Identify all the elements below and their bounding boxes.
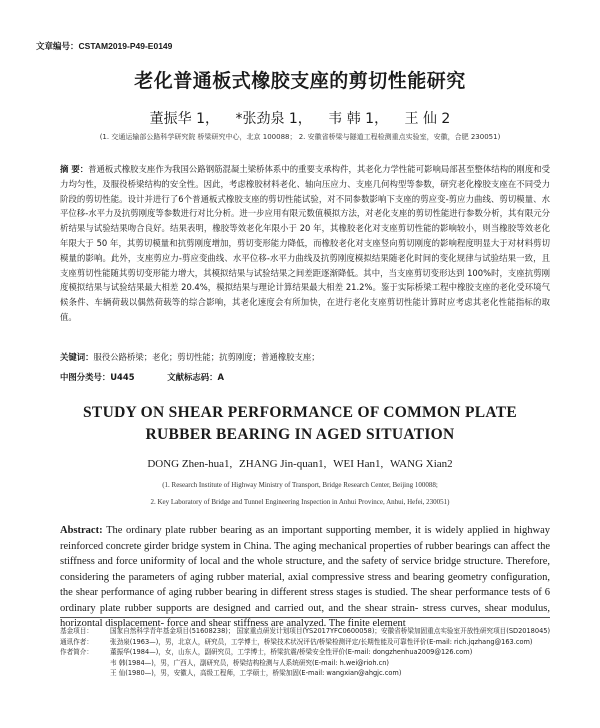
footnote-label: 作者简介： xyxy=(60,648,93,656)
author-en-3: WEI Han1, xyxy=(333,458,384,470)
author-en-2: ZHANG Jin-quan1, xyxy=(239,458,327,470)
chinese-abstract-label: 摘 要： xyxy=(60,164,89,174)
footnote-label: 通讯作者： xyxy=(60,637,93,646)
chinese-classification xyxy=(60,371,550,383)
footnote-label xyxy=(60,668,110,679)
chinese-keywords-label: 关键词： xyxy=(60,352,94,362)
footnote-text: 董振华(1984—)，女，山东人，副研究员，工学博士，桥梁抗震/桥梁安全性评价(E-mail: dongzhenhua2009@126.com) xyxy=(110,648,473,656)
chinese-keywords-text: 服役公路桥梁；老化；剪切性能；抗剪刚度；普通橡胶支座； xyxy=(93,352,320,362)
author-cn-4: 王 仙 2 xyxy=(404,111,451,127)
document-number xyxy=(36,40,172,52)
chinese-keywords xyxy=(60,351,550,363)
document-code-label: 文献标志码： xyxy=(167,372,218,382)
chinese-affiliation: (1. 交通运输部公路科学研究院 桥梁研究中心，北京 100088； 2. 安徽省桥梁与隧道工程检测重点实验室，安徽，合肥 230051) xyxy=(99,133,501,141)
english-abstract xyxy=(60,523,550,632)
author-en-4: WANG Xian2 xyxy=(390,458,453,470)
footnote-text: 韦 韩(1984—)，男，广西人，副研究员，桥梁结构检测与人系统研究(E-mail: h.wei@rioh.cn) xyxy=(110,658,389,667)
author-cn-1: 董振华 1， xyxy=(149,111,219,127)
english-abstract-text: The ordinary plate rubber bearing as an important supporting member, it is widely applied in highway reinforced concrete girder bridge system in China. The aging mechanical properties of rubber bearings can affect the stiffness and force uniformity of local and the whole structure, and the safety of service bridge structure. Therefore, considering the parameters of aging rubber material, axial compressive stress and bearing geometry configuration, the shear performance of aging rubber bearing in different stress stages is studied. The shear performance tests of 6 ordinary plate rubber supports are designed and carried out, and the shear strain- stress curves, shear modulus, horizontal displacement- force and shear stiffness are analyzed. The finite element xyxy=(60,525,550,629)
document-code-value: A xyxy=(217,372,224,382)
document-number-value: CSTAM2019-P49-E0149 xyxy=(78,41,173,51)
chinese-title: 老化普通板式橡胶支座的剪切性能研究 xyxy=(134,70,466,92)
footnote-text: 国家自然科学青年基金项目(51608238)； 国家重点研发计划项目(YS2017YFC0600058)；安徽省桥梁加固重点实验室开放性研究项目(SD2018045) xyxy=(110,627,551,635)
document-code xyxy=(167,372,224,382)
footnote-label xyxy=(60,658,110,669)
footnote-divider xyxy=(60,617,550,618)
footnote-corresponding xyxy=(60,637,560,648)
english-abstract-label: Abstract: xyxy=(60,525,103,536)
author-en-1: DONG Zhen-hua1, xyxy=(147,458,233,470)
clc-label: 中图分类号： xyxy=(60,372,111,382)
document-number-label: 文章编号： xyxy=(36,41,79,51)
footnote-text: 王 仙(1980—)，男，安徽人，高级工程师，工学硕士，桥梁加固(E-mail: wangxian@ahgjc.com) xyxy=(110,669,402,677)
footnote-funding xyxy=(60,626,560,637)
english-authors xyxy=(0,458,600,470)
chinese-abstract-text: 普通板式橡胶支座作为我国公路钢筋混凝土梁桥体系中的重要支承构件，其老化力学性能可影响局部甚至整体结构的刚度和受力均匀性，及服役桥梁结构的安全性。因此，考虑橡胶材料老化、轴向压应力、支座几何构型等参数，研究老化橡胶支座在不同受力阶段的剪切性能。设计并进行了6个普通板式橡胶支座的剪切性能试验，对不同参数影响下支座的剪应变-剪应力曲线、剪切模量、水平位移-水平力及抗剪刚度等参数进行对比分析。进一步应用有限元数值模拟方法，对老化支座的剪切性能进行参数分析，其有限元分析结果与试验结果吻合良好。结果表明，橡胶等效老化年限小于 20 年，其橡胶老化对支座剪切性能的影响较小，则当橡胶等效老化年限大于 50 年，其剪切模量和抗剪刚度增加，剪切变形能力降低，而橡胶老化对支座竖向剪切刚度的影响程度明显大于对材料剪切模量的影响。此外，支座剪应力-剪应变曲线、水平位移-水平力曲线及抗剪刚度模拟结果随老化时间的变化规律与试验结果一致，且支座剪切性能随其剪切变形能力增大，其模拟结果与试验结果之间差距逐渐降低。其中，当支座剪切变形达到 100%时，支座抗剪刚度模拟结果与试验结果最大相差 20.4%，模拟结果与理论计算结果最大相差 21.2%。鉴于实际桥梁工程中橡胶支座的老化受环境气候条件、车辆荷载以偶然荷载等的综合影响，其老化速度会有所加快，在进行老化支座剪切性能计算时应考虑其老化性能指标的取值。 xyxy=(60,164,550,322)
footnote-label: 基金项目： xyxy=(60,627,93,635)
chinese-authors xyxy=(0,108,600,128)
english-affiliation-1: (1. Research Institute of Highway Ministry of Transport, Bridge Research Center, Beijing 100088; xyxy=(162,481,438,489)
footnote-text: 张劲泉(1963—)，男，北京人，研究员，工学博士，桥梁技术状况评估/桥梁检测评定/长期性能及可靠性评价(E-mail: rich.jqzhang@163.com) xyxy=(110,637,533,646)
author-cn-2: *张劲泉 1， xyxy=(235,111,312,127)
footnote-author-bio xyxy=(60,668,560,679)
english-affiliation-2: 2. Key Laboratory of Bridge and Tunnel Engineering Inspection in Anhui Province, Anhui, Hefei, 230051) xyxy=(150,498,450,506)
clc-value: U445 xyxy=(110,372,135,382)
footnotes xyxy=(60,626,560,679)
chinese-abstract xyxy=(60,162,550,325)
author-cn-3: 韦 韩 1， xyxy=(328,111,389,127)
clc-number xyxy=(60,372,135,382)
footnote-author-bio xyxy=(60,647,560,658)
english-title: STUDY ON SHEAR PERFORMANCE OF COMMON PLATE RUBBER BEARING IN AGED SITUATION xyxy=(83,404,517,443)
footnote-author-bio xyxy=(60,658,560,669)
